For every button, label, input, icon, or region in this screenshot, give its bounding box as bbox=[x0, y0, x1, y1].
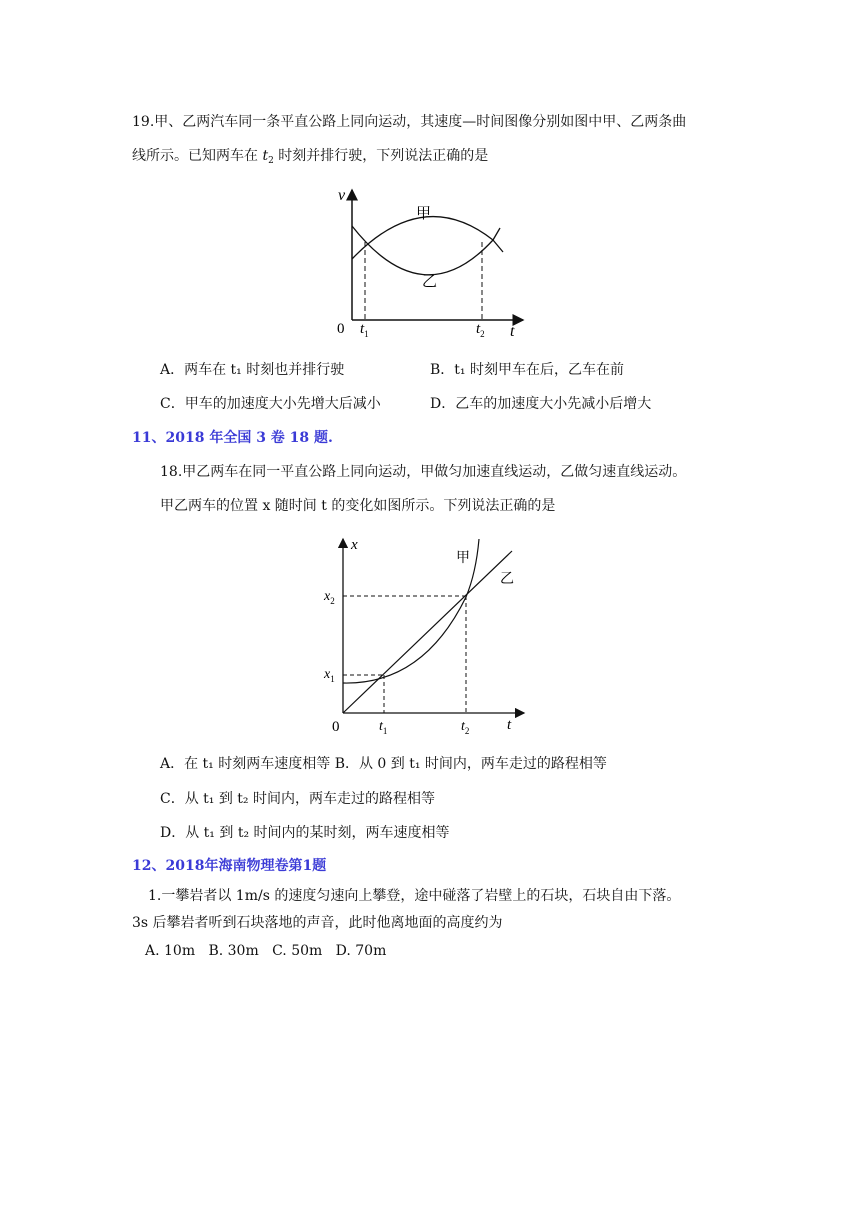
q19-text-line2 bbox=[132, 146, 488, 171]
q18-option-d: D．从 t₁ 到 t₂ 时间内的某时刻，两车速度相等 bbox=[160, 825, 450, 841]
q19-t1-sub: 1 bbox=[364, 329, 369, 339]
q18-t1-sub: 1 bbox=[382, 726, 388, 736]
q19-option-d: D．乙车的加速度大小先减小后增大 bbox=[430, 396, 652, 412]
q18-t2-sub: 2 bbox=[464, 726, 470, 736]
q19-option-c: C．甲车的加速度大小先增大后减小 bbox=[160, 396, 381, 412]
section-heading-12: 12、2018年海南物理卷第1题 bbox=[132, 858, 327, 874]
q18-t2-var: t bbox=[461, 719, 465, 734]
q18-option-a-b: A．在 t₁ 时刻两车速度相等 B．从 0 到 t₁ 时间内，两车走过的路程相等 bbox=[160, 756, 607, 772]
q18-text-line1: 18.甲乙两车在同一平直公路上同向运动，甲做匀加速直线运动，乙做匀速直线运动。 bbox=[160, 464, 687, 480]
q19-text-line2-var: t bbox=[262, 148, 269, 164]
section-heading-11: 11、2018 年全国 3 卷 18 题. bbox=[132, 430, 333, 446]
q19-t2-label bbox=[476, 321, 485, 339]
q19-option-b: B．t₁ 时刻甲车在后，乙车在前 bbox=[430, 362, 624, 378]
q19-text-line2-post: 时刻并排行驶，下列说法正确的是 bbox=[273, 148, 489, 164]
q19-text-line2-sub: 2 bbox=[268, 156, 274, 166]
q18-t2-label bbox=[461, 719, 469, 736]
q18-t1-var: t bbox=[379, 719, 383, 734]
q18-origin-label: 0 bbox=[332, 719, 340, 735]
q19-curve-jia-tail bbox=[493, 240, 503, 252]
q19-velocity-time-graph bbox=[325, 180, 535, 345]
q19-y-axis-label: v bbox=[338, 187, 346, 204]
q19-text-line2-pre: 线所示。已知两车在 bbox=[132, 148, 263, 164]
q18-y-axis-label: x bbox=[351, 537, 358, 553]
q19-origin-label: 0 bbox=[337, 321, 345, 337]
q18-curve-jia-label: 甲 bbox=[456, 551, 470, 566]
q18-x2-sub: 2 bbox=[330, 596, 335, 606]
q19-t2-sub: 2 bbox=[480, 329, 485, 339]
q1-text-line1: 1.一攀岩者以 1m/s 的速度匀速向上攀登，途中碰落了岩壁上的石块，石块自由下落。 bbox=[148, 888, 681, 904]
q19-text-line1: 19.甲、乙两汽车同一条平直公路上同向运动，其速度—时间图像分别如图中甲、乙两条曲 bbox=[132, 114, 687, 130]
q19-curve-yi bbox=[352, 226, 493, 275]
q19-curve-yi-tail bbox=[493, 228, 500, 240]
q1-options: A. 10m B. 30m C. 50m D. 70m bbox=[145, 943, 387, 959]
q19-t2-var: t bbox=[476, 321, 481, 337]
q18-t1-label bbox=[379, 719, 387, 736]
q19-t1-var: t bbox=[360, 321, 365, 337]
q18-line-yi bbox=[343, 551, 512, 713]
q18-x2-var: x bbox=[324, 589, 331, 604]
q1-text-line2: 3s 后攀岩者听到石块落地的声音，此时他离地面的高度约为 bbox=[132, 915, 503, 931]
q19-t1-label bbox=[360, 321, 369, 339]
q18-option-c: C．从 t₁ 到 t₂ 时间内，两车走过的路程相等 bbox=[160, 791, 435, 807]
q18-position-time-graph bbox=[318, 533, 538, 743]
q19-curve-jia bbox=[352, 217, 493, 259]
q19-curve-yi-label: 乙 bbox=[422, 274, 438, 290]
q18-text-line2: 甲乙两车的位置 x 随时间 t 的变化如图所示。下列说法正确的是 bbox=[160, 498, 556, 514]
q18-x1-label bbox=[323, 667, 335, 684]
q19-option-a: A．两车在 t₁ 时刻也并排行驶 bbox=[160, 362, 345, 378]
q18-x1-var: x bbox=[324, 667, 331, 682]
q18-x2-label bbox=[323, 589, 335, 606]
q19-curve-jia-label: 甲 bbox=[416, 206, 432, 222]
q18-x-axis-label: t bbox=[507, 717, 512, 733]
q18-x1-sub: 1 bbox=[330, 674, 335, 684]
q19-x-axis-label: t bbox=[510, 323, 515, 340]
q18-line-yi-label: 乙 bbox=[500, 572, 514, 587]
